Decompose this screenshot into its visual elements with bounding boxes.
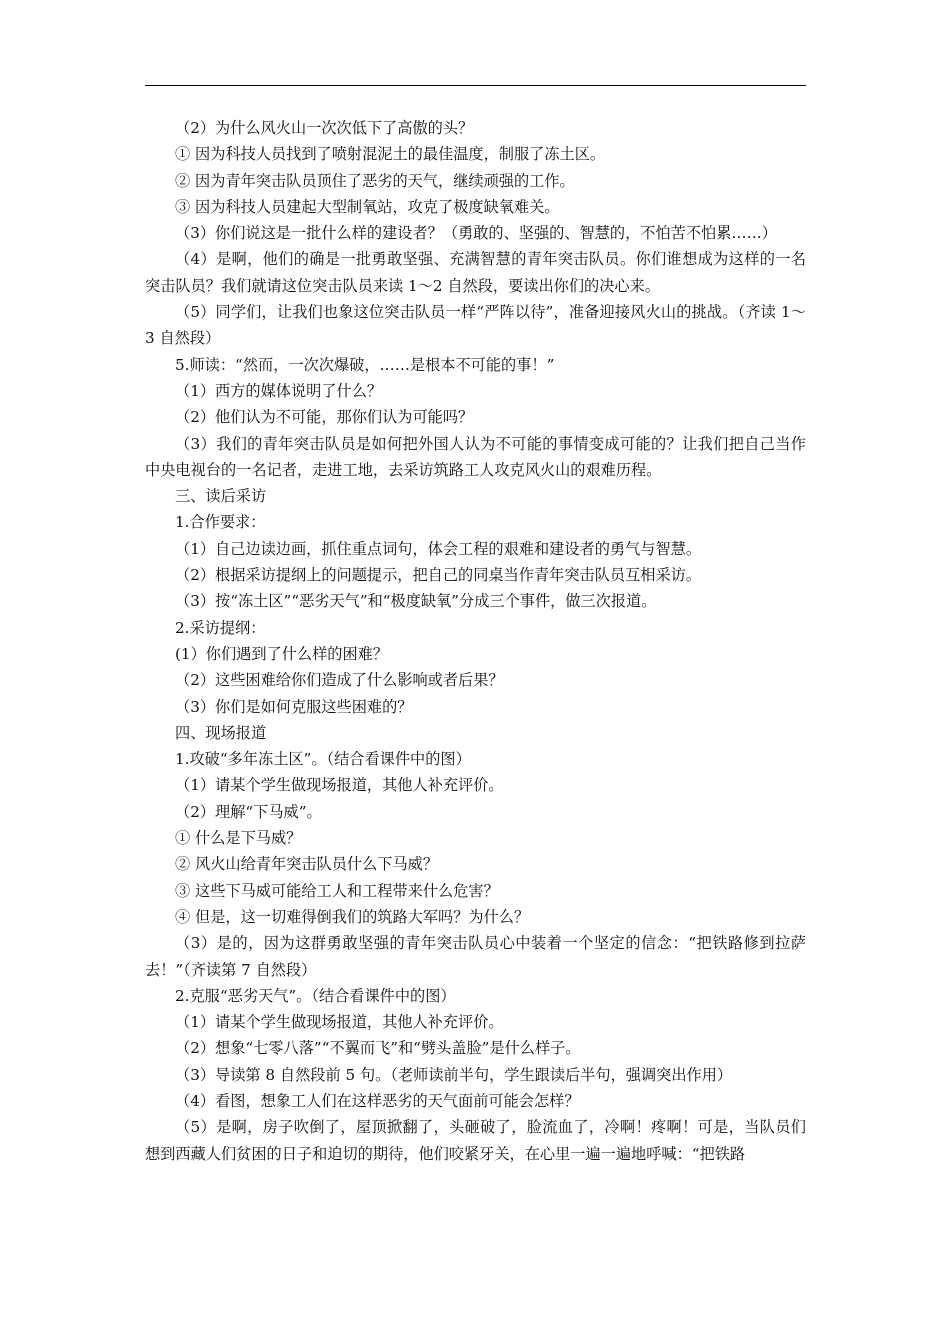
paragraph: （3）按“冻土区”“恶劣天气”和“极度缺氧”分成三个事件，做三次报道。: [175, 592, 657, 611]
paragraph: （3）我们的青年突击队员是如何把外国人认为不可能的事情变成可能的？让我们把自己当作中央电视台的一名记者，走进工地，去采访筑路工人攻克风火山的艰难历程。: [145, 434, 806, 479]
paragraph: 2.采访提纲：: [175, 618, 266, 637]
paragraph: ① 因为科技人员找到了喷射混泥土的最佳温度，制服了冻土区。: [175, 145, 606, 164]
paragraph: (1）你们遇到了什么样的困难？: [175, 644, 389, 663]
paragraph: （2）根据采访提纲上的问题提示，把自己的同桌当作青年突击队员互相采访。: [175, 566, 702, 585]
paragraph: （2）为什么风火山一次次低下了高傲的头？: [175, 119, 474, 137]
paragraph: （4）是啊，他们的确是一批勇敢坚强、充满智慧的青年突击队员。你们谁想成为这样的一名突击队员？我们就请这位突击队员来读 1～2 自然段，要读出你们的决心来。: [145, 250, 806, 295]
paragraph: （1）请某个学生做现场报道，其他人补充评价。: [175, 776, 504, 795]
paragraph: （1）请某个学生做现场报道，其他人补充评价。: [175, 1013, 504, 1032]
paragraph: 5.师读：“然而，一次次爆破，……是根本不可能的事！”: [175, 355, 555, 374]
paragraph: （3）导读第 8 自然段前 5 句。（老师读前半句，学生跟读后半句，强调突出作用）: [175, 1065, 733, 1084]
paragraph: ① 什么是下马威？: [175, 829, 302, 848]
paragraph: （2）这些困难给你们造成了什么影响或者后果？: [175, 671, 504, 690]
paragraph: ③ 因为科技人员建起大型制氧站，攻克了极度缺氧难关。: [175, 197, 560, 216]
section-heading: 四、现场报道: [175, 723, 267, 742]
paragraph: （2）想象“七零八落”“不翼而飞”和“劈头盖脸”是什么样子。: [175, 1039, 581, 1058]
paragraph: （3）你们说这是一批什么样的建设者？（勇敢的、坚强的、智慧的，不怕苦不怕累……）: [175, 224, 777, 243]
paragraph: （2）理解“下马威”。: [175, 802, 322, 821]
paragraph: 1.合作要求：: [175, 513, 266, 532]
paragraph: （1）自己边读边画，抓住重点词句，体会工程的艰难和建设者的勇气与智慧。: [175, 539, 702, 558]
paragraph: ② 风火山给青年突击队员什么下马威？: [175, 855, 439, 874]
paragraph: ③ 这些下马威可能给工人和工程带来什么危害？: [175, 881, 499, 900]
section-heading: 三、读后采访: [175, 487, 267, 506]
paragraph: （5）是啊，房子吹倒了，屋顶掀翻了，头砸破了，脸流血了，冷啊！疼啊！可是，当队员们想到西藏人们贫困的日子和迫切的期待，他们咬紧牙关，在心里一遍一遍地呼喊：“把铁路: [145, 1118, 806, 1163]
paragraph: （3）你们是如何克服这些困难的？: [175, 697, 413, 716]
paragraph: ④ 但是，这一切难得倒我们的筑路大军吗？为什么？: [175, 907, 530, 926]
header-rule: [145, 85, 806, 86]
paragraph: 2.克服“恶劣天气”。（结合看课件中的图）: [175, 986, 456, 1005]
paragraph: （3）是的，因为这群勇敢坚强的青年突击队员心中装着一个坚定的信念：“把铁路修到拉萨去！”（齐读第 7 自然段）: [145, 934, 806, 979]
paragraph: （1）西方的媒体说明了什么？: [175, 381, 383, 400]
paragraph: 1.攻破“多年冻土区”。（结合看课件中的图）: [175, 750, 471, 769]
paragraph: （4）看图，想象工人们在这样恶劣的天气面前可能会怎样？: [175, 1091, 580, 1110]
paragraph: （2）他们认为不可能，那你们认为可能吗？: [175, 408, 474, 427]
paragraph: （5）同学们，让我们也象这位突击队员一样“严阵以待”，准备迎接风火山的挑战。（齐读 1～3 自然段）: [145, 303, 806, 348]
paragraph: ② 因为青年突击队员顶住了恶劣的天气，继续顽强的工作。: [175, 171, 575, 190]
document-body: [145, 115, 806, 1167]
